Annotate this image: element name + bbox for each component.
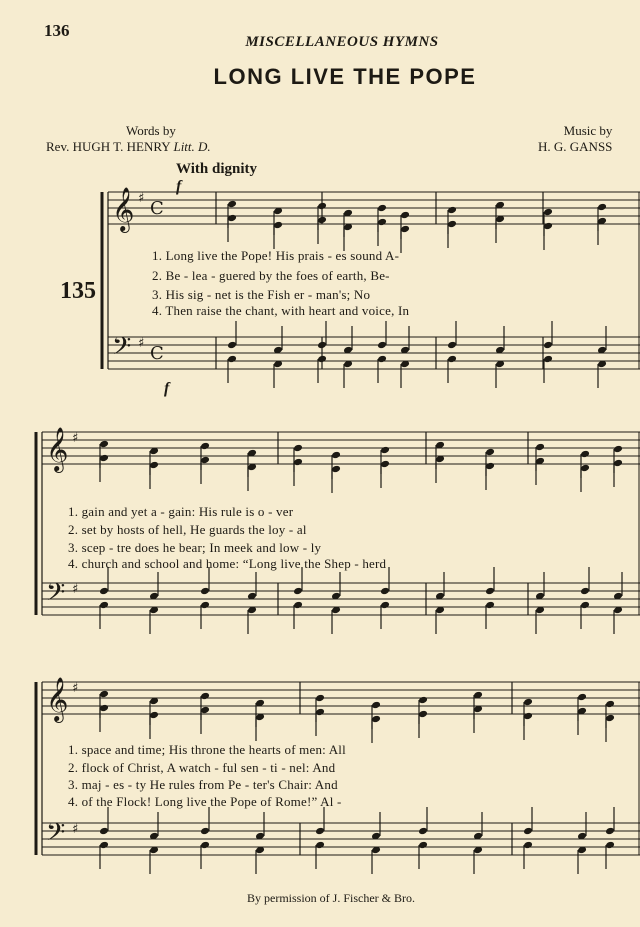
words-degree: Litt. D. — [173, 139, 211, 154]
lyric-text: 2. set by hosts of hell, He guards the loy - al — [68, 522, 307, 537]
lyric-text: 4. church and school and home: “Long live the Shep - herd — [68, 556, 387, 571]
lyric-text: 1. space and time; His throne the hearts of men: All — [68, 742, 346, 757]
system-1-bass-clef: 𝄢 — [112, 332, 132, 367]
system-2-treble-clef: 𝄞 — [46, 427, 69, 471]
hymn-title: LONG LIVE THE POPE — [213, 64, 477, 89]
lyric-text: 2. flock of Christ, A watch - ful sen - ti - nel: And — [68, 760, 336, 775]
lyric-text: 4. Then raise the chant, with heart and voice, In — [152, 303, 410, 318]
words-label: Words by — [126, 123, 176, 138]
words-author: Rev. HUGH T. HENRY — [46, 139, 171, 154]
system-2-treble-key-sharp: ♯ — [72, 431, 79, 446]
system-1-treble-key-sharp: ♯ — [138, 191, 145, 206]
dynamic-forte-bass: f — [164, 380, 170, 397]
time-signature-treble: C — [150, 198, 164, 219]
page-number: 136 — [44, 21, 70, 40]
lyric-text: 4. of the Flock! Long live the Pope of Rome!” Al - — [68, 794, 342, 809]
dynamic-forte-treble: f — [176, 178, 182, 195]
tempo-marking: With dignity — [176, 161, 257, 177]
lyric-text: 1. Long live the Pope! His prais - es sound A- — [152, 248, 400, 263]
system-3-treble-key-sharp: ♯ — [72, 681, 79, 696]
music-label: Music by — [563, 123, 613, 138]
section-title: MISCELLANEOUS HYMNS — [245, 34, 439, 50]
permission-footer: By permission of J. Fischer & Bro. — [247, 891, 415, 905]
lyric-text: 2. Be - lea - guered by the foes of earth, Be- — [152, 268, 390, 283]
time-signature-bass: C — [150, 343, 164, 364]
music-composer: H. G. GANSS — [538, 139, 613, 154]
system-2-bass-clef: 𝄢 — [46, 578, 66, 613]
lyric-text: 1. gain and yet a - gain: His rule is o - ver — [68, 504, 294, 519]
lyric-text: 3. scep - tre does he bear; In meek and low - ly — [68, 540, 322, 555]
system-3-bass-key-sharp: ♯ — [72, 822, 79, 837]
system-3-treble-clef: 𝄞 — [46, 677, 69, 721]
lyric-text: 3. maj - es - ty He rules from Pe - ter's Chair: And — [68, 777, 338, 792]
lyric-text: 3. His sig - net is the Fish er - man's; No — [152, 287, 371, 302]
hymn-number: 135 — [60, 278, 96, 304]
system-1-treble-clef: 𝄞 — [112, 187, 135, 231]
system-1-bass-key-sharp: ♯ — [138, 336, 145, 351]
system-3-bass-clef: 𝄢 — [46, 818, 66, 853]
system-2-bass-key-sharp: ♯ — [72, 582, 79, 597]
